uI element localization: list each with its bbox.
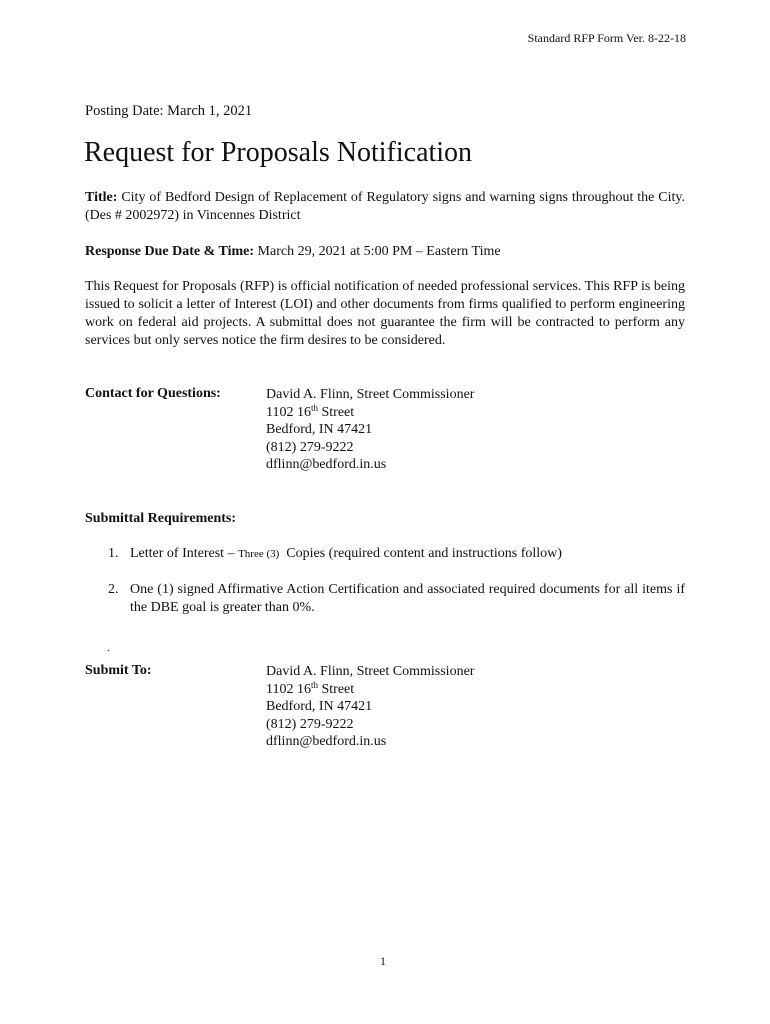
submit-name: David A. Flinn, Street Commissioner — [266, 664, 475, 679]
submit-email: dflinn@bedford.in.us — [266, 734, 387, 749]
response-due-text: March 29, 2021 at 5:00 PM – Eastern Time — [257, 244, 501, 259]
contact-street-suffix: th — [310, 402, 318, 413]
submit-phone: (812) 279-9222 — [266, 716, 354, 732]
intro-paragraph: This Request for Proposals (RFP) is official notification of needed professional services. This RFP is being issued to solicit a letter of Interest (LOI) and other documents from firms qualified to perform engineering work on federal aid projects. A submittal does not guarantee the firm will be contracted to perform any services but only serves notice the firm desires to be considered. — [85, 279, 685, 348]
contact-street — [266, 404, 474, 422]
submit-to-label: Submit To: — [85, 663, 152, 678]
page-number: 1 — [380, 954, 386, 968]
list-item-text-a: Letter of Interest – — [130, 546, 239, 561]
title-label: Title: — [85, 190, 118, 205]
contact-street-name: Street — [318, 404, 355, 420]
contact-address — [266, 386, 474, 474]
list-item-text-b: Copies (required content and instructions follow) — [279, 546, 562, 561]
submit-to-address — [266, 663, 474, 751]
submit-street — [266, 681, 474, 699]
form-version: Standard RFP Form Ver. 8-22-18 — [527, 31, 686, 45]
stray-mark: . — [107, 640, 110, 654]
list-item-text — [130, 545, 685, 563]
contact-street-number: 1102 16 — [266, 404, 311, 420]
list-item-number: 2. — [108, 582, 119, 597]
response-due-label: Response Due Date & Time: — [85, 244, 255, 259]
list-item-number: 1. — [108, 546, 119, 561]
contact-city: Bedford, IN 47421 — [266, 422, 373, 437]
contact-email: dflinn@bedford.in.us — [266, 457, 387, 472]
submit-street-suffix: th — [310, 679, 318, 690]
contact-label: Contact for Questions: — [85, 386, 221, 401]
posting-date: Posting Date: March 1, 2021 — [85, 103, 253, 119]
title-text: City of Bedford Design of Replacement of Regulatory signs and warning signs throughout the City. (Des # 2002972) in Vincennes District — [85, 190, 686, 223]
submit-street-name: Street — [318, 681, 355, 697]
list-item-text-small: Three (3) — [238, 548, 280, 560]
page-title: Request for Proposals Notification — [84, 137, 473, 168]
list-item-text: One (1) signed Affirmative Action Certification and associated required documents for all items if the DBE goal is greater than 0%. — [130, 582, 685, 615]
contact-phone: (812) 279-9222 — [266, 439, 354, 455]
response-due-paragraph — [85, 243, 685, 261]
submit-street-number: 1102 16 — [266, 681, 311, 697]
submittal-requirements-label: Submittal Requirements: — [85, 511, 237, 526]
title-paragraph — [85, 189, 685, 225]
contact-name: David A. Flinn, Street Commissioner — [266, 387, 475, 402]
submit-city: Bedford, IN 47421 — [266, 699, 373, 714]
